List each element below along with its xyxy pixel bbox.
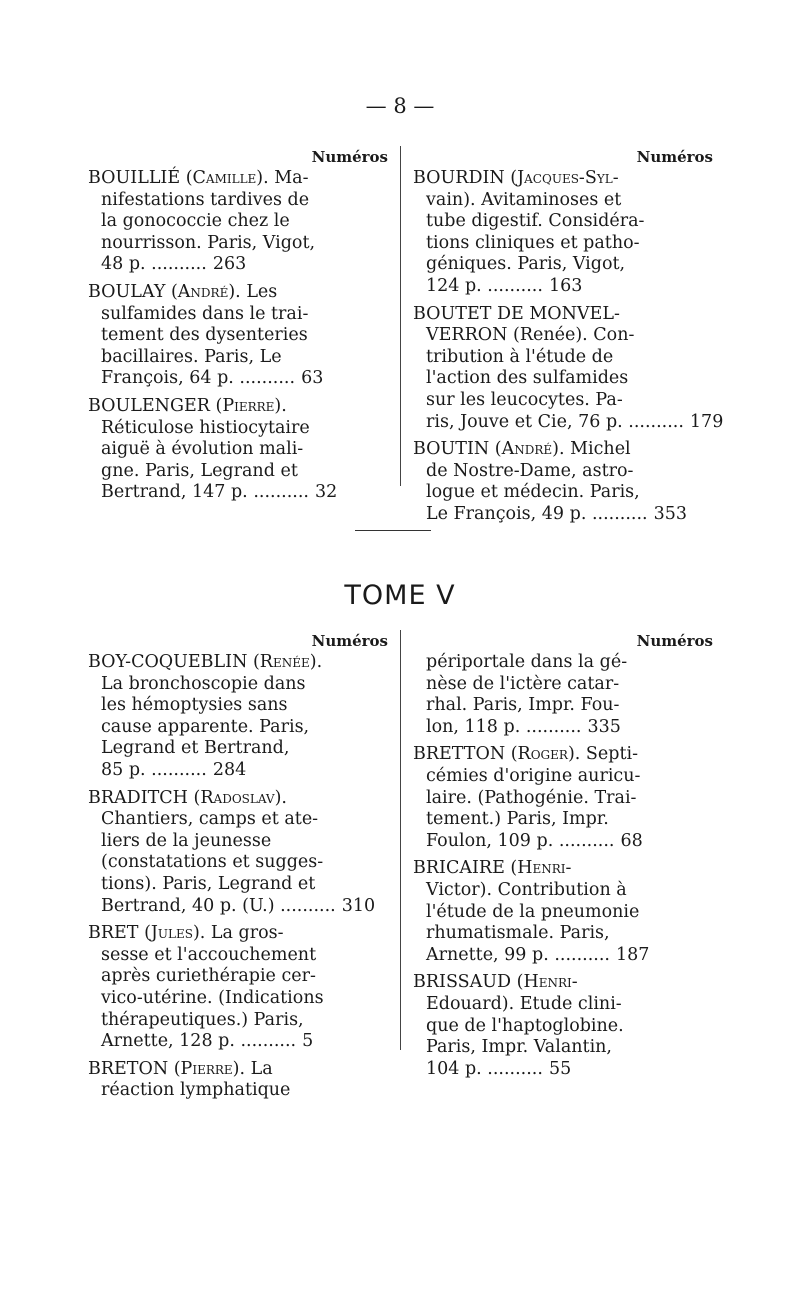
- entry-number: 5: [302, 1031, 314, 1052]
- numeros-header: Numéros: [311, 148, 388, 166]
- author-surname: BOULENGER: [88, 395, 210, 416]
- bibliography-entry: [88, 1059, 388, 1102]
- entry-title-start: La gros-: [205, 923, 284, 944]
- entry-text-line: de Nostre-Dame, astro-: [426, 460, 634, 481]
- section-rule: [355, 530, 431, 531]
- section-title: TOME V: [344, 580, 456, 611]
- numeros-header: Numéros: [311, 632, 388, 650]
- column-left: [88, 146, 400, 503]
- entry-final-line: [88, 760, 388, 782]
- entry-title-start: La: [245, 1058, 273, 1079]
- entry-title-start: Les: [240, 281, 278, 302]
- entry-text-line: liers de la jeunesse: [101, 830, 272, 851]
- leader-dots: ..........: [247, 482, 309, 503]
- entry-text-line: laire. (Pathogénie. Trai-: [426, 787, 637, 808]
- entry-text-line: Paris, Impr. Valantin,: [426, 1037, 612, 1058]
- entry-number: 284: [212, 759, 247, 780]
- entry-title-start: Septi-: [580, 744, 638, 765]
- entry-text-line: thérapeutiques.) Paris,: [101, 1009, 304, 1030]
- entry-text-line: nourrisson. Paris, Vigot,: [101, 232, 316, 253]
- entry-text-line: géniques. Paris, Vigot,: [426, 254, 626, 275]
- entry-title-start: Ma-: [268, 168, 309, 188]
- entry-text-line: sesse et l'accouchement: [101, 944, 317, 965]
- author-surname: BOURDIN: [413, 168, 505, 188]
- entry-publication: Le François, 49 p.: [426, 503, 587, 524]
- entry-text-line: la gonococcie chez le: [101, 211, 290, 232]
- author-firstname: (André).: [170, 281, 241, 302]
- entry-heading-line: [88, 923, 388, 945]
- entry-text-line: cause apparente. Paris,: [101, 716, 310, 737]
- entry-text-line: que de l'haptoglobine.: [426, 1015, 624, 1036]
- entry-heading-line: [413, 304, 713, 326]
- entry-final-line: [413, 945, 713, 967]
- entry-number: 63: [301, 368, 324, 389]
- entry-publication-wrap: [426, 504, 648, 524]
- author-surname: BOUTIN: [413, 439, 490, 460]
- bibliography-entry: [413, 303, 724, 434]
- entry-text-line: La bronchoscopie dans: [101, 673, 306, 694]
- entries-section-1: [88, 146, 724, 524]
- entry-heading-line: [88, 788, 388, 810]
- bibliography-entry: [88, 282, 388, 390]
- entry-publication-wrap: [426, 276, 543, 296]
- entry-title-start: Michel: [564, 439, 631, 460]
- bibliography-entry: [413, 168, 713, 298]
- entry-publication: ris, Jouve et Cie, 76 p.: [426, 411, 623, 432]
- entry-number: 263: [212, 254, 247, 275]
- leader-dots: ..........: [520, 716, 582, 737]
- bibliography-entry: [88, 168, 388, 276]
- entry-publication: Bertrand, 40 p. (U.): [101, 895, 275, 916]
- entry-publication: 124 p.: [426, 275, 482, 296]
- leader-dots: ..........: [233, 368, 296, 389]
- entry-number: 55: [548, 1058, 572, 1079]
- entry-final-line: [413, 504, 713, 526]
- author-firstname: (Camille).: [185, 168, 269, 188]
- entry-publication-wrap: [426, 412, 684, 432]
- bibliography-entry: [413, 858, 713, 966]
- entry-publication: 85 p.: [101, 759, 146, 780]
- numeros-header: Numéros: [636, 632, 713, 650]
- entry-number: 32: [314, 482, 338, 503]
- author-surname: BOY-COQUEBLIN: [88, 652, 248, 672]
- entry-text-line: tement des dysenteries: [101, 325, 308, 346]
- bibliography-entry: [88, 788, 388, 918]
- entry-final-line: [88, 896, 388, 918]
- entry-text-line: rhumatismale. Paris,: [426, 923, 610, 944]
- author-surname: BRETTON: [413, 744, 506, 765]
- entry-number: 68: [620, 830, 643, 851]
- author-firstname: (Jacques-Syl-: [510, 168, 619, 188]
- author-firstname: (Renée).: [252, 652, 323, 672]
- author-firstname: (André).: [494, 439, 565, 460]
- entry-publication: 104 p.: [426, 1058, 482, 1079]
- entry-text-line: tribution à l'étude de: [426, 346, 614, 367]
- bibliography-entry: [88, 396, 388, 504]
- entry-publication-wrap: [426, 717, 581, 737]
- entry-text-line: Chantiers, camps et ate-: [101, 809, 319, 830]
- entry-number: 335: [587, 716, 621, 737]
- entry-text-line: sulfamides dans le trai-: [101, 303, 309, 324]
- entry-heading-line: [88, 168, 388, 190]
- entry-number: 187: [615, 944, 650, 965]
- entry-publication-wrap: [101, 1031, 296, 1051]
- leader-dots: ..........: [586, 503, 648, 524]
- author-firstname: (Pierre).: [215, 395, 287, 416]
- entry-text-line: nifestations tardives de: [101, 189, 310, 210]
- author-surname: BRETON: [88, 1058, 169, 1079]
- bibliography-entry: [88, 923, 388, 1053]
- entry-heading-line: [413, 439, 713, 461]
- author-firstname: (Pierre).: [173, 1058, 246, 1079]
- entry-text-line: vico-utérine. (Indications: [101, 987, 324, 1008]
- author-firstname: (Henri-: [510, 858, 572, 879]
- leader-dots: ..........: [622, 411, 684, 432]
- entry-text-line: Réticulose histiocytaire: [101, 417, 310, 438]
- entry-final-line: [413, 831, 713, 853]
- entry-final-line: [88, 1031, 388, 1053]
- leader-dots: ..........: [145, 759, 207, 780]
- author-surname: BOULAY: [88, 281, 166, 302]
- leader-dots: ..........: [234, 1031, 297, 1052]
- entry-publication-wrap: [101, 368, 295, 388]
- bibliography-entry: [413, 439, 713, 525]
- leader-dots: ..........: [145, 254, 207, 275]
- entry-text-line: VERRON (Renée). Con-: [426, 325, 635, 346]
- leader-dots: ..........: [274, 895, 336, 916]
- entry-text-line: cémies d'origine auricu-: [426, 765, 641, 786]
- entry-publication-wrap: [101, 896, 336, 916]
- entry-text-line: tions). Paris, Legrand et: [101, 873, 316, 894]
- leader-dots: ..........: [481, 1058, 543, 1079]
- entry-text-line: nèse de l'ictère catar-: [426, 673, 620, 694]
- entry-publication: Arnette, 99 p.: [426, 944, 549, 965]
- entry-heading-line: [413, 168, 713, 190]
- leader-dots: ..........: [481, 275, 543, 296]
- author-surname: BOUTET DE MONVEL-: [413, 303, 620, 324]
- entry-text-line: tions cliniques et patho-: [426, 232, 640, 253]
- author-firstname: (Roger).: [510, 744, 581, 765]
- entry-number: 179: [689, 411, 724, 432]
- entry-text-line: l'étude de la pneumonie: [426, 901, 640, 922]
- entries-section-2: [88, 630, 714, 1101]
- entry-heading-line: [88, 282, 388, 304]
- entry-number: 310: [341, 895, 376, 916]
- bibliography-entry: [413, 652, 713, 738]
- entry-text-line: sur les leucocytes. Pa-: [426, 389, 623, 410]
- entry-publication: Bertrand, 147 p.: [101, 482, 248, 503]
- entry-publication: lon, 118 p.: [426, 716, 521, 737]
- entry-text-line: après curiethérapie cer-: [101, 966, 316, 987]
- entry-publication: 48 p.: [101, 254, 146, 275]
- entry-text-line: Edouard). Etude clini-: [426, 993, 622, 1014]
- author-firstname: (Jules).: [144, 923, 206, 944]
- entry-text-line: réaction lymphatique: [101, 1080, 291, 1101]
- entry-heading-line: [88, 652, 388, 674]
- entry-final-line: [413, 276, 713, 298]
- column-right: [401, 146, 724, 524]
- entry-final-line: [88, 254, 388, 276]
- entry-publication-wrap: [426, 1059, 543, 1079]
- numeros-header: Numéros: [636, 148, 713, 166]
- entry-text-line: tube digestif. Considéra-: [426, 211, 645, 232]
- bibliography-entry: [413, 972, 713, 1080]
- column-right: [401, 630, 713, 1079]
- entry-text-line: l'action des sulfamides: [426, 368, 629, 389]
- entry-text-line: aiguë à évolution mali-: [101, 439, 304, 460]
- entry-text-line: périportale dans la gé-: [426, 652, 628, 672]
- entry-publication-wrap: [101, 254, 207, 274]
- entry-final-line: [413, 411, 724, 434]
- entry-publication-wrap: [426, 945, 610, 965]
- entry-text-line: vain). Avitaminoses et: [426, 189, 622, 210]
- entry-text-line: gne. Paris, Legrand et: [101, 460, 298, 481]
- page-number: — 8 —: [365, 94, 435, 118]
- entry-publication: François, 64 p.: [101, 368, 234, 389]
- entry-heading-line: [413, 858, 713, 880]
- author-firstname: (Radoslav).: [193, 787, 287, 808]
- bibliography-entry: [88, 652, 388, 782]
- entry-final-line: [413, 1059, 713, 1081]
- bibliography-entry: [413, 744, 713, 852]
- entry-text-line: rhal. Paris, Impr. Fou-: [426, 695, 620, 716]
- entry-text-line: (constatations et sugges-: [101, 852, 324, 873]
- entry-publication: Arnette, 128 p.: [101, 1031, 235, 1052]
- entry-text-line: les hémoptysies sans: [101, 695, 288, 716]
- entry-number: 353: [653, 503, 687, 524]
- entry-final-line: [413, 717, 713, 739]
- author-firstname: (Henri-: [516, 972, 578, 993]
- author-surname: BRISSAUD: [413, 972, 512, 993]
- entry-heading-line: [413, 972, 713, 994]
- entry-text-line: logue et médecin. Paris,: [426, 482, 640, 503]
- entry-publication-wrap: [101, 760, 207, 780]
- entry-final-line: [88, 368, 388, 390]
- author-surname: BRICAIRE: [413, 858, 505, 879]
- entry-publication-wrap: [101, 482, 309, 502]
- leader-dots: ..........: [553, 830, 615, 851]
- column-left: [88, 630, 400, 1101]
- author-surname: BRET: [88, 923, 139, 944]
- author-surname: BRADITCH: [88, 787, 188, 808]
- entry-heading-line: [88, 1059, 388, 1081]
- entry-text-line: Legrand et Bertrand,: [101, 738, 290, 759]
- entry-text-line: Victor). Contribution à: [426, 879, 627, 900]
- leader-dots: ..........: [548, 944, 610, 965]
- entry-heading-line: [413, 744, 713, 766]
- entry-number: 163: [548, 275, 583, 296]
- entry-text-line: bacillaires. Paris, Le: [101, 346, 282, 367]
- author-surname: BOUILLIÉ: [88, 168, 181, 188]
- entry-heading-line: [88, 396, 388, 418]
- entry-text-line: tement.) Paris, Impr.: [426, 809, 609, 830]
- entry-publication: Foulon, 109 p.: [426, 830, 554, 851]
- entry-final-line: [88, 482, 388, 504]
- entry-publication-wrap: [426, 831, 614, 851]
